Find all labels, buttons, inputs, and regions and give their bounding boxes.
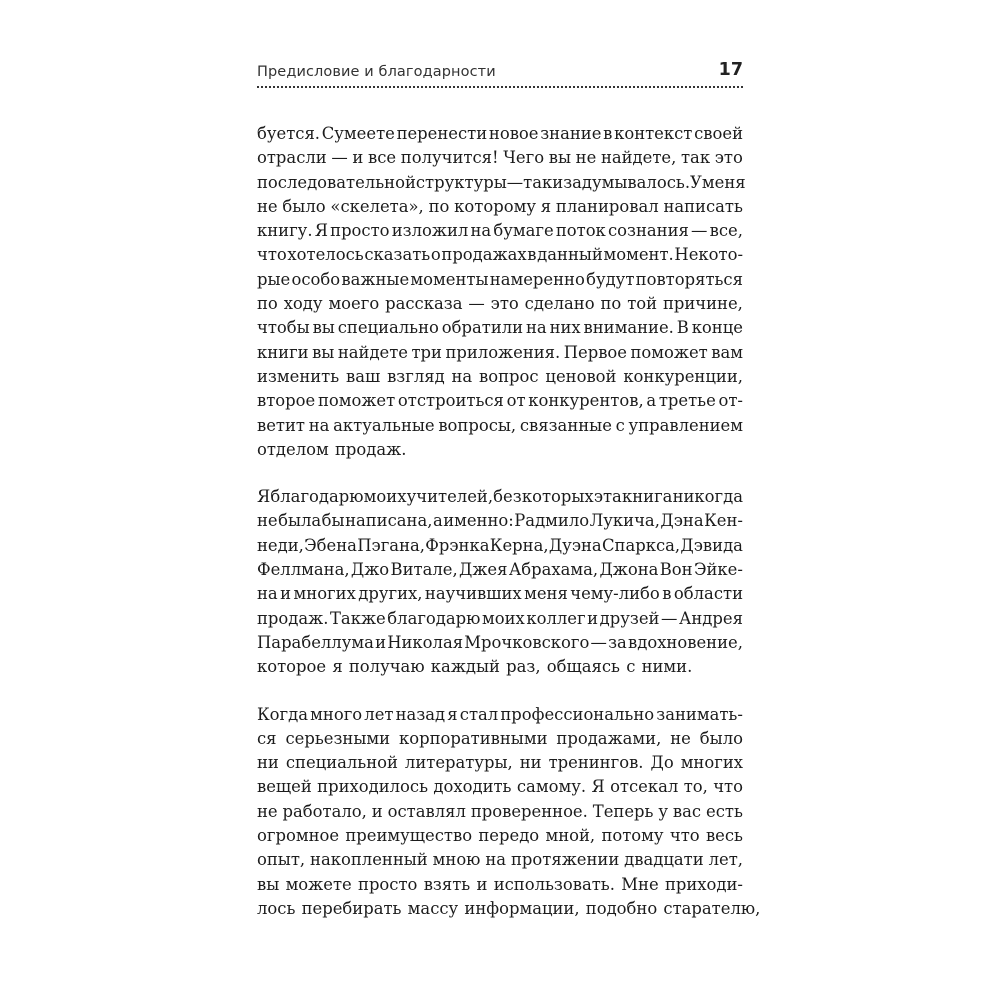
word: Мрочковского bbox=[464, 632, 590, 652]
word: на bbox=[525, 318, 547, 338]
word: Первое bbox=[563, 342, 628, 362]
word: — bbox=[661, 608, 678, 628]
word: Дэвида bbox=[680, 535, 743, 555]
word: отрасли bbox=[257, 148, 327, 168]
text-line bbox=[257, 341, 743, 365]
word: научивших bbox=[424, 584, 522, 604]
word: Феллмана, bbox=[257, 560, 350, 580]
word: двадцати bbox=[624, 850, 704, 870]
word: У bbox=[690, 172, 702, 192]
word: литературы, bbox=[404, 753, 513, 773]
word: Когда bbox=[257, 704, 309, 724]
text-line bbox=[257, 316, 743, 340]
word: профессионально bbox=[500, 704, 655, 724]
word: и bbox=[280, 584, 292, 604]
word: мною bbox=[432, 850, 481, 870]
word: сказать bbox=[364, 245, 431, 265]
word: в bbox=[527, 245, 537, 265]
word: Керна, bbox=[489, 535, 549, 555]
text-line bbox=[257, 243, 743, 267]
word: актуальные bbox=[333, 415, 435, 435]
word: у bbox=[658, 801, 669, 821]
word: стал bbox=[459, 704, 499, 724]
word: моих bbox=[482, 608, 525, 628]
word: отстроиться bbox=[397, 391, 504, 411]
text-line bbox=[257, 534, 743, 558]
word: Я bbox=[257, 487, 271, 507]
word: намеренно bbox=[489, 269, 585, 289]
word: третье bbox=[658, 391, 716, 411]
word: перенести bbox=[396, 124, 488, 143]
word: новое bbox=[488, 124, 539, 143]
word: конкурентов, bbox=[528, 391, 644, 411]
word: ся bbox=[257, 728, 277, 748]
word: Лукича, bbox=[589, 511, 660, 531]
word: Абрахама, bbox=[508, 560, 599, 580]
word: которому bbox=[454, 196, 536, 216]
word: Джея bbox=[459, 560, 508, 580]
word: отсекал bbox=[610, 777, 679, 797]
word: приходилось bbox=[317, 777, 429, 797]
word: связанные bbox=[519, 415, 612, 435]
word: от- bbox=[718, 391, 743, 411]
word: на bbox=[451, 366, 473, 386]
word: Николая bbox=[387, 632, 464, 652]
word: три bbox=[411, 342, 442, 362]
word: сделано bbox=[524, 294, 595, 314]
word: много bbox=[310, 704, 363, 724]
word: Джона bbox=[599, 560, 659, 580]
word: лет bbox=[364, 704, 394, 724]
word: не bbox=[257, 511, 278, 531]
text-line bbox=[257, 607, 743, 631]
word: Теперь bbox=[592, 801, 654, 821]
word: не bbox=[257, 801, 278, 821]
text-line bbox=[257, 365, 743, 389]
word: вы bbox=[548, 148, 571, 168]
word: по bbox=[600, 294, 622, 314]
word: так bbox=[523, 172, 553, 192]
word: Дуэна bbox=[548, 535, 602, 555]
word: учителей, bbox=[406, 487, 494, 507]
word: а bbox=[432, 511, 443, 531]
word: огромное bbox=[257, 826, 340, 846]
paragraph bbox=[257, 122, 746, 462]
word: было bbox=[282, 196, 326, 216]
word: на bbox=[470, 221, 492, 241]
word: данный bbox=[537, 245, 603, 265]
word: задумывалось. bbox=[563, 172, 691, 192]
word: потому bbox=[601, 826, 664, 846]
word: и bbox=[476, 874, 488, 894]
word: меня bbox=[524, 584, 568, 604]
word: вопрос bbox=[479, 366, 539, 386]
header-title: Предисловие и благодарности bbox=[257, 64, 496, 80]
word: протяжении bbox=[511, 850, 620, 870]
running-header bbox=[257, 54, 743, 88]
word: Сумеете bbox=[321, 124, 395, 143]
word: — bbox=[590, 632, 607, 652]
word: продажах bbox=[441, 245, 527, 265]
word: вдохновение, bbox=[628, 632, 743, 652]
word: Я bbox=[314, 221, 328, 241]
word: второе bbox=[257, 391, 316, 411]
word: я bbox=[540, 196, 552, 216]
text-line: отделом продаж. bbox=[257, 439, 407, 459]
word: все bbox=[368, 148, 397, 168]
word: неди, bbox=[257, 535, 304, 555]
word: написать bbox=[663, 196, 743, 216]
word: это bbox=[714, 148, 743, 168]
word: внимание. bbox=[583, 318, 674, 338]
word: и bbox=[352, 148, 364, 168]
body-text bbox=[257, 122, 761, 944]
word: Мне bbox=[621, 874, 659, 894]
word: передо bbox=[478, 826, 540, 846]
word: Андрея bbox=[678, 608, 743, 628]
word: — bbox=[506, 172, 524, 192]
word: накопленный bbox=[310, 850, 428, 870]
word: Кен- bbox=[704, 511, 743, 531]
word: проверенное. bbox=[470, 801, 588, 821]
word: вы bbox=[257, 874, 280, 894]
word: вы bbox=[312, 318, 335, 338]
word: будут bbox=[586, 269, 635, 289]
word: книги bbox=[257, 342, 309, 362]
word: меня bbox=[701, 172, 746, 192]
word: рые bbox=[257, 269, 291, 289]
word: Эбена bbox=[304, 535, 357, 555]
text-line bbox=[257, 122, 743, 146]
word: что bbox=[713, 777, 743, 797]
text-line bbox=[257, 824, 743, 848]
word: просто bbox=[358, 874, 418, 894]
word: с bbox=[615, 415, 625, 435]
page-number: 17 bbox=[718, 60, 743, 80]
word: ни bbox=[257, 753, 279, 773]
word: «скелета», bbox=[330, 196, 424, 216]
word: на bbox=[257, 584, 278, 604]
word: Я bbox=[591, 777, 605, 797]
paragraph bbox=[257, 703, 761, 922]
word: в bbox=[603, 124, 613, 143]
word: той bbox=[627, 294, 658, 314]
word: Радмило bbox=[514, 511, 590, 531]
word: чтобы bbox=[257, 318, 310, 338]
text-line bbox=[257, 219, 743, 243]
word: поможет bbox=[317, 391, 396, 411]
word: — bbox=[468, 294, 485, 314]
text-line bbox=[257, 389, 743, 413]
word: обратили bbox=[441, 318, 524, 338]
word: конкуренции, bbox=[623, 366, 743, 386]
word: так bbox=[680, 148, 711, 168]
word: и bbox=[371, 801, 383, 821]
word: Вон bbox=[659, 560, 693, 580]
word: которых bbox=[521, 487, 594, 507]
word: эта bbox=[593, 487, 622, 507]
word: именно: bbox=[443, 511, 514, 531]
word: и bbox=[587, 608, 599, 628]
word: найдете bbox=[337, 342, 409, 362]
word: бы bbox=[321, 511, 345, 531]
word: в bbox=[662, 584, 672, 604]
word: книгу. bbox=[257, 221, 313, 241]
word: изложил bbox=[391, 221, 469, 241]
text-line: которое я получаю каждый раз, общаясь с ними. bbox=[257, 657, 693, 677]
text-line bbox=[257, 558, 743, 582]
word: специально bbox=[337, 318, 439, 338]
word: вас bbox=[672, 801, 702, 821]
word: Дэна bbox=[660, 511, 704, 531]
word: вопросы, bbox=[438, 415, 517, 435]
word: по bbox=[257, 294, 278, 314]
word: на bbox=[485, 850, 507, 870]
word: вещей bbox=[257, 777, 312, 797]
word: по bbox=[428, 196, 450, 216]
text-line bbox=[257, 800, 743, 824]
word: лет, bbox=[708, 850, 743, 870]
word: то, bbox=[683, 777, 708, 797]
word: них bbox=[549, 318, 581, 338]
word: не bbox=[257, 196, 278, 216]
word: приложения. bbox=[445, 342, 561, 362]
word: коллег bbox=[526, 608, 586, 628]
word: что bbox=[257, 245, 287, 265]
text-line bbox=[257, 631, 743, 655]
text-line bbox=[257, 727, 743, 751]
word: Чего bbox=[503, 148, 545, 168]
word: Пэгана, bbox=[357, 535, 425, 555]
word: на bbox=[308, 415, 330, 435]
word: найдете, bbox=[600, 148, 677, 168]
word: Джо bbox=[350, 560, 390, 580]
word: никогда bbox=[672, 487, 743, 507]
word: моих bbox=[363, 487, 407, 507]
word: вам bbox=[711, 342, 743, 362]
text-line bbox=[257, 703, 743, 727]
word: особо bbox=[291, 269, 341, 289]
word: продаж. bbox=[257, 608, 329, 628]
word: моменты bbox=[410, 269, 489, 289]
word: Спаркса, bbox=[601, 535, 681, 555]
text-line: лось перебирать массу информации, подобно старателю, bbox=[257, 898, 761, 918]
text-line bbox=[257, 775, 743, 799]
word: о bbox=[430, 245, 441, 265]
word: важные bbox=[341, 269, 410, 289]
word: опыт, bbox=[257, 850, 306, 870]
word: за bbox=[608, 632, 627, 652]
word: преимущество bbox=[345, 826, 473, 846]
word: продажами, bbox=[556, 728, 662, 748]
word: благодарю bbox=[270, 487, 364, 507]
word: оставлял bbox=[387, 801, 466, 821]
word: структуры bbox=[415, 172, 507, 192]
word: а bbox=[646, 391, 657, 411]
word: поток bbox=[555, 221, 606, 241]
word: назад bbox=[395, 704, 446, 724]
word: повторяться bbox=[635, 269, 743, 289]
word: специальной bbox=[285, 753, 398, 773]
word: поможет bbox=[630, 342, 708, 362]
word: самому. bbox=[516, 777, 587, 797]
word: доходить bbox=[433, 777, 512, 797]
word: и bbox=[552, 172, 564, 192]
word: рассказа bbox=[385, 294, 463, 314]
word: хотелось bbox=[287, 245, 364, 265]
word: серьезными bbox=[285, 728, 391, 748]
word: ваш bbox=[345, 366, 381, 386]
text-line bbox=[257, 171, 746, 195]
word: что bbox=[669, 826, 700, 846]
word: просто bbox=[330, 221, 390, 241]
word: момент. bbox=[603, 245, 674, 265]
word: не bbox=[575, 148, 597, 168]
word: вы bbox=[312, 342, 335, 362]
text-line bbox=[257, 146, 743, 170]
word: многих bbox=[680, 753, 743, 773]
text-line bbox=[257, 873, 743, 897]
text-line bbox=[257, 751, 743, 775]
word: — bbox=[691, 221, 708, 241]
text-line bbox=[257, 268, 743, 292]
word: есть bbox=[706, 801, 743, 821]
text-line bbox=[257, 195, 743, 219]
word: многих bbox=[293, 584, 356, 604]
text-line bbox=[257, 414, 743, 438]
word: тренингов. bbox=[548, 753, 644, 773]
word: Парабеллума bbox=[257, 632, 374, 652]
word: занимать- bbox=[656, 704, 743, 724]
word: можете bbox=[285, 874, 352, 894]
word: ценовой bbox=[545, 366, 617, 386]
text-line bbox=[257, 848, 743, 872]
word: — bbox=[331, 148, 348, 168]
word: была bbox=[278, 511, 322, 531]
word: ходу bbox=[283, 294, 323, 314]
text-line bbox=[257, 485, 743, 509]
word: не bbox=[670, 728, 691, 748]
word: чему-либо bbox=[570, 584, 660, 604]
word: работало, bbox=[282, 801, 367, 821]
word: бумаге bbox=[493, 221, 554, 241]
word: я bbox=[447, 704, 458, 724]
paragraph bbox=[257, 485, 743, 679]
word: друзей bbox=[599, 608, 660, 628]
word: планировал bbox=[555, 196, 659, 216]
word: это bbox=[490, 294, 519, 314]
word: все, bbox=[709, 221, 743, 241]
word: причине, bbox=[662, 294, 743, 314]
word: написана, bbox=[345, 511, 433, 531]
word: До bbox=[650, 753, 674, 773]
word: ветит bbox=[257, 415, 305, 435]
word: сознания bbox=[607, 221, 689, 241]
word: книга bbox=[621, 487, 673, 507]
word: изменить bbox=[257, 366, 340, 386]
word: от bbox=[506, 391, 526, 411]
word: буется. bbox=[257, 124, 321, 143]
word: Некото- bbox=[674, 245, 743, 265]
word: без bbox=[493, 487, 522, 507]
word: управлением bbox=[628, 415, 743, 435]
word: получится! bbox=[400, 148, 499, 168]
word: своей bbox=[694, 124, 743, 143]
word: других, bbox=[358, 584, 423, 604]
word: корпоративными bbox=[398, 728, 548, 748]
word: было bbox=[699, 728, 743, 748]
word: области bbox=[673, 584, 743, 604]
word: ни bbox=[519, 753, 542, 773]
word: контекст bbox=[614, 124, 693, 143]
word: моего bbox=[328, 294, 380, 314]
word: взгляд bbox=[387, 366, 445, 386]
word: конце bbox=[691, 318, 743, 338]
word: Также bbox=[330, 608, 386, 628]
word: В bbox=[676, 318, 689, 338]
word: приходи- bbox=[664, 874, 743, 894]
text-line bbox=[257, 292, 743, 316]
word: Витале, bbox=[390, 560, 458, 580]
word: Фрэнка bbox=[425, 535, 490, 555]
word: и bbox=[375, 632, 387, 652]
word: мной, bbox=[545, 826, 596, 846]
word: благодарю bbox=[387, 608, 481, 628]
word: взять bbox=[423, 874, 471, 894]
word: знание bbox=[540, 124, 602, 143]
word: весь bbox=[705, 826, 743, 846]
word: использовать. bbox=[493, 874, 615, 894]
word: Эйке- bbox=[693, 560, 743, 580]
word: последовательной bbox=[257, 172, 416, 192]
text-line bbox=[257, 582, 743, 606]
text-line bbox=[257, 509, 743, 533]
